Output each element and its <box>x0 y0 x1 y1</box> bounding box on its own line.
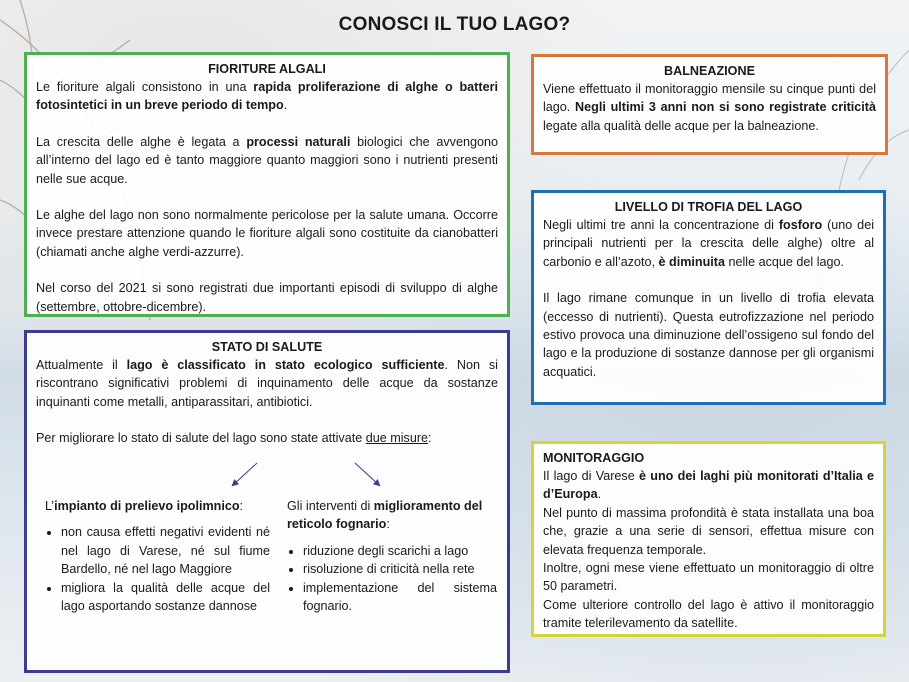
bold-text: miglioramento del reticolo fognario <box>287 499 483 532</box>
measure-sewer-list <box>287 542 497 616</box>
text: nelle acque del lago. <box>725 254 845 269</box>
list-item: • non causa effetti negativi evidenti né nel lago di Varese, né sul fiume Bardello, né nel lago Maggiore <box>61 523 270 578</box>
list-item: • migliora la qualità delle acque del lago asportando sostanze dannose <box>61 579 270 616</box>
buoy-text: Nel punto di massima profondità è stata installata una boa che, grazie a una serie di sensori, effettua misure con elevata frequenza temporale. <box>543 505 874 557</box>
algal-danger-text: Le alghe del lago non sono normalmente pericolose per la salute umana. Occorre invece prestare attenzione quando le fioriture algali sono costituite da cianobatteri (chiamati anche alghe verdi-azzurre). <box>36 208 498 259</box>
text: . <box>283 98 288 113</box>
bathing-panel <box>531 54 888 155</box>
ecological-status-text <box>36 356 498 411</box>
algal-growth-text <box>36 133 498 188</box>
text: : <box>386 517 390 532</box>
algal-blooms-heading: FIORITURE ALGALI <box>208 62 326 76</box>
bold-text: lago è classificato in stato ecologico sufficiente <box>126 358 445 372</box>
health-status-panel <box>24 330 510 673</box>
list-item: • risoluzione di criticità nella rete <box>303 560 497 578</box>
algal-blooms-definition <box>36 78 498 115</box>
bold-text: Negli ultimi 3 anni non si sono registrate criticità <box>575 100 876 115</box>
trophic-level-panel <box>531 190 886 405</box>
text: Attualmente il <box>36 358 127 372</box>
text: biologici che avvengono all’interno del lago ed è tanto maggiore quanto maggiori sono i nutrienti presenti nelle sue acque. <box>36 134 498 186</box>
page-title: CONOSCI IL TUO LAGO? <box>338 14 571 35</box>
algal-blooms-panel <box>24 52 510 317</box>
measures-intro-text <box>36 429 498 447</box>
text: (uno dei principali nutrienti per la crescita delle alghe) oltre al carbonio e all’azoto, <box>543 218 874 269</box>
bathing-heading: BALNEAZIONE <box>664 64 755 78</box>
text: Gli interventi di <box>287 499 374 513</box>
measure-hypolimnion-title <box>45 497 270 515</box>
phosphorus-text <box>543 216 874 271</box>
eutrophication-text: Il lago rimane comunque in un livello di trofia elevata (eccesso di nutrienti). Questa eutrofizzazione nel periodo estivo provoca una diminuzione dell’ossigeno sul fondo del lago e la produzione di sostanze dannose per gli organismi acquatici. <box>543 291 874 379</box>
bold-text: è uno dei laghi più monitorati d’Italia e d’Europa <box>543 469 874 502</box>
monitoring-intro-text <box>543 467 874 504</box>
bold-text: rapida proliferazione di alghe o batteri fotosintetici in un breve periodo di tempo <box>36 80 498 113</box>
text: legate alla qualità delle acque per la balneazione. <box>543 118 819 133</box>
measure-sewer <box>287 497 497 615</box>
text: Negli ultimi tre anni la concentrazione di <box>543 218 779 232</box>
text: Per migliorare lo stato di salute del lago sono state attivate <box>36 431 366 446</box>
monitoring-panel <box>531 441 886 637</box>
bold-text: processi naturali <box>246 134 351 149</box>
measure-hypolimnion <box>45 497 270 615</box>
text: . <box>597 487 602 502</box>
underlined-text: due misure <box>365 431 429 446</box>
text: : <box>239 499 244 513</box>
text: : <box>428 431 432 446</box>
measure-hypolimnion-list <box>45 523 270 615</box>
bold-text: è diminuita <box>658 254 725 269</box>
bold-text: impianto di prelievo ipolimnico <box>54 499 240 513</box>
monitoring-heading: MONITORAGGIO <box>543 451 645 465</box>
branch-arrows-icon <box>227 461 387 491</box>
text: . Non si riscontrano significativi problemi di inquinamento delle acque da sostanze inquinanti come metalli, antiparassitari, antibiotici. <box>36 358 498 409</box>
monthly-monitoring-text: Inoltre, ogni mese viene effettuato un monitoraggio di oltre 50 parametri. <box>543 561 874 594</box>
text: Il lago di Varese <box>543 469 640 483</box>
measure-sewer-title <box>287 497 497 534</box>
text: L’ <box>45 499 55 513</box>
health-status-heading: STATO DI SALUTE <box>211 340 323 354</box>
text: Viene effettuato il monitoraggio mensile su cinque punti del lago. <box>543 82 876 115</box>
bathing-text <box>543 80 876 135</box>
satellite-text: Come ulteriore controllo del lago è attivo il monitoraggio tramite telerilevamento da satellite. <box>543 597 874 631</box>
text: La crescita delle alghe è legata a <box>36 134 247 149</box>
list-item: • implementazione del sistema fognario. <box>303 579 497 616</box>
algal-episodes-text: Nel corso del 2021 si sono registrati due importanti episodi di sviluppo di alghe (settembre, ottobre-dicembre). <box>36 281 498 314</box>
bold-text: fosforo <box>778 218 823 232</box>
text: Le fioriture algali consistono in una <box>36 80 254 94</box>
list-item: • riduzione degli scarichi a lago <box>303 542 497 560</box>
trophic-level-heading: LIVELLO DI TROFIA DEL LAGO <box>614 200 803 214</box>
